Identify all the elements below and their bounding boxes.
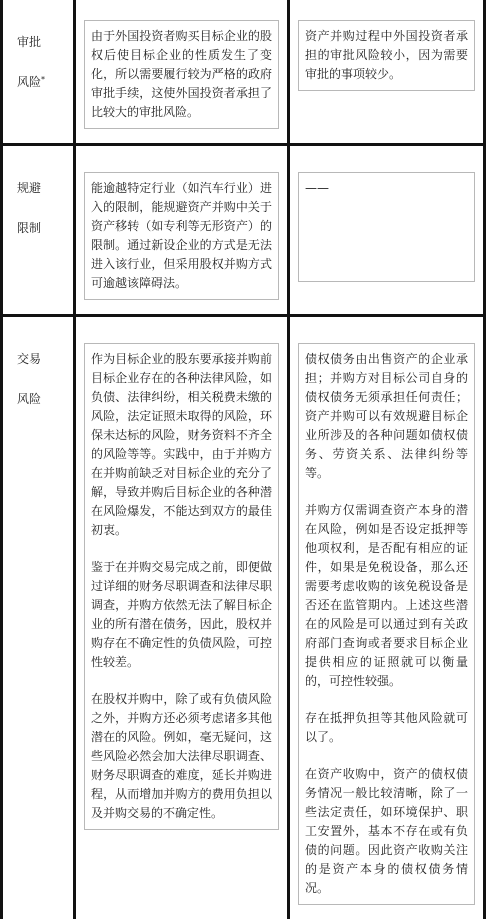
asset-paragraph: 债权债务由出售资产的企业承担；并购方对目标公司自身的债权债务无须承担任何责任；资产并购可以有效规避目标企业所涉及的各种问题如债权债务、劳资关系、法律纠纷等等。 <box>305 350 468 483</box>
row-label <box>3 317 73 411</box>
equity-paragraph: 在股权并购中，除了或有负债风险之外，并购方还必须考虑诸多其他潜在的风险。例如，毫无疑问，这些风险必然会加大法律尽职调查、财务尽职调查的难度，延长并购进程，从而增加并购方的费用负担以及并购交易的不确定性。 <box>91 690 272 823</box>
asset-paragraph: 存在抵押负担等其他风险就可以了。 <box>305 709 468 747</box>
equity-paragraph: 作为目标企业的股东要承接并购前目标企业存在的各种法律风险，如负债、法律纠纷，相关税费未缴的风险，法定证照未取得的风险，环保未达标的风险，财务资料不齐全的风险等等。实践中，由于并购方在并购前缺乏对目标企业的充分了解，导致并购后目标企业的各种潜在风险爆发，不能达到双方的最佳初衷。 <box>91 350 272 540</box>
asset-paragraph: 资产并购过程中外国投资者承担的审批风险较小，因为需要审批的事项较少。 <box>305 27 468 84</box>
equity-text-box <box>84 20 279 129</box>
asset-paragraph: 在资产收购中，资产的债权债务情况一般比较清晰，除了一些法定责任，如环境保护、职工安置外，基本不存在或有负债的问题。因此资产收购关注的是资产本身的债权债务情况。 <box>305 765 468 898</box>
asset-text-box <box>298 343 475 905</box>
asset-text-box <box>298 20 475 91</box>
row-label-cell <box>2 0 75 145</box>
row-label-line2: 限制 <box>17 216 73 240</box>
asset-text-box <box>298 172 475 282</box>
row-label <box>3 146 73 240</box>
table-row-transaction-risk <box>2 316 485 919</box>
asset-cell <box>289 145 485 316</box>
equity-text-box <box>84 343 279 830</box>
table-row-approval-risk <box>2 0 485 145</box>
asset-cell <box>289 316 485 919</box>
equity-paragraph: 能逾越特定行业（如汽车行业）进入的限制，能规避资产并购中关于资产移转（如专利等无形资产）的限制。通过新设企业的方式是无法进入该行业，但采用股权并购方式可逾越该障碍法。 <box>91 179 272 293</box>
equity-paragraph: 鉴于在并购交易完成之前，即便做过详细的财务尽职调查和法律尽职调查，并购方依然无法了解目标企业的所有潜在债务，因此，股权并购存在不确定性的负债风险，可控性较差。 <box>91 558 272 672</box>
row-label-cell <box>2 145 75 316</box>
asset-paragraph: —— <box>305 179 468 198</box>
row-label-line2: 风险 <box>17 387 73 411</box>
row-label-line2: 风险 <box>17 75 41 89</box>
row-label-line1: 审批 <box>17 30 73 54</box>
equity-paragraph: 由于外国投资者购买目标企业的股权后使目标企业的性质发生了变化，所以需要履行较为严格的政府审批手续，这使外国投资者承担了比较大的审批风险。 <box>91 27 272 122</box>
equity-cell <box>75 145 289 316</box>
asset-cell <box>289 0 485 145</box>
equity-cell <box>75 316 289 919</box>
row-label-line1: 交易 <box>17 347 73 371</box>
table-row-circumvent-restriction <box>2 145 485 316</box>
equity-cell <box>75 0 289 145</box>
asset-paragraph: 并购方仅需调查资产本身的潜在风险，例如是否设定抵押等他项权利，是否配有相应的证件，如果是免税设备，那么还需要考虑收购的该免税设备是否还在监管期内。上述这些潜在的风险是可以通过到有关政府部门查询或者要求目标企业提供相应的证照就可以衡量的，可控性较强。 <box>305 501 468 691</box>
row-label-cell <box>2 316 75 919</box>
equity-text-box <box>84 172 279 300</box>
row-label <box>3 0 73 94</box>
row-label-line1: 规避 <box>17 176 73 200</box>
footnote-mark: * <box>41 75 45 84</box>
